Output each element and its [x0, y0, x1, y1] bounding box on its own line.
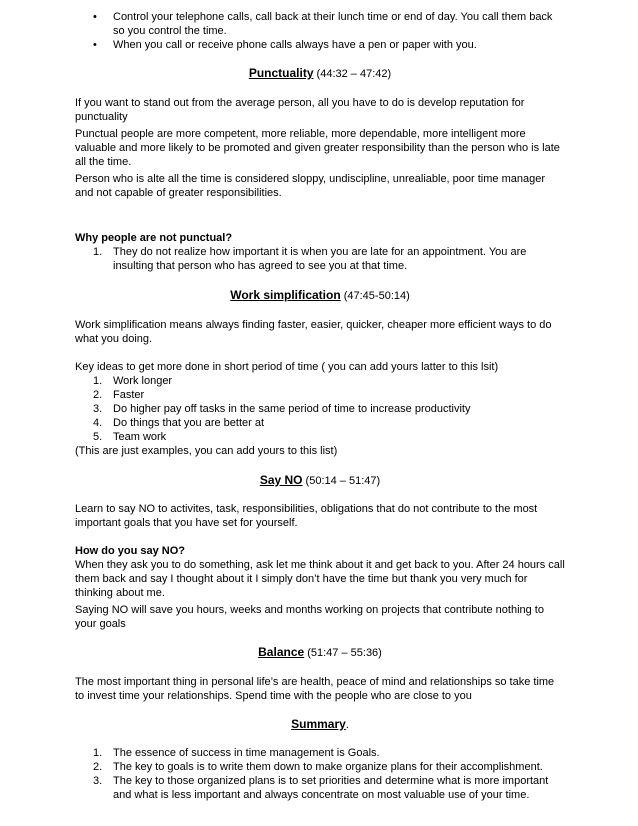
list-item: • Control your telephone calls, call back at their lunch time or end of day. You call them back so you control the time.: [113, 10, 565, 38]
paragraph: Punctual people are more competent, more reliable, more dependable, more intelligent more valuable and more likely to be promoted and given greater responsibility than the person who is late all the time.: [75, 128, 560, 168]
list-text: Do higher pay off tasks in the same period of time to increase productivity: [113, 403, 471, 415]
heading-time: (51:47 – 55:36): [304, 647, 382, 659]
section-heading-say-no: [75, 473, 565, 488]
heading-title: Say NO: [259, 473, 303, 487]
section-heading-punctuality: [75, 66, 565, 81]
paragraph: If you want to stand out from the average person, all you have to do is develop reputation for punctuality: [75, 97, 525, 123]
heading-time: (50:14 – 51:47): [302, 475, 381, 487]
heading-time: (47:45-50:14): [340, 290, 410, 302]
top-bullet-list: [75, 10, 565, 52]
list-item: [93, 774, 565, 802]
list-number: 5.: [93, 431, 103, 443]
document-content: [75, 10, 565, 802]
list-item: [93, 760, 565, 774]
section-heading-work-simplification: [75, 288, 565, 303]
list-text: Do things that you are better at: [113, 417, 265, 429]
list-text: Team work: [113, 431, 167, 443]
list-number: 4.: [93, 417, 103, 429]
paragraph: Work simplification means always finding faster, easier, quicker, cheaper more efficient ways to do what you doing.: [75, 319, 552, 345]
subheading: Why people are not punctual?: [75, 232, 233, 244]
list-text: Work longer: [113, 375, 173, 387]
list-number: 2.: [93, 389, 103, 401]
list-item: [93, 430, 565, 444]
list-text: The key to goals is to write them down to make organize plans for their accomplishment.: [113, 761, 543, 773]
list-number: 2.: [93, 761, 103, 773]
list-item: [93, 402, 565, 416]
numbered-list: [75, 374, 565, 444]
heading-title: Work simplification: [230, 288, 341, 302]
paragraph: When they ask you to do something, ask let me think about it and get back to you. After 24 hours call them back and say I thought about it I simply don’t have the time but thank you very much for thinking about me.: [75, 559, 565, 599]
list-number: 1.: [93, 747, 103, 759]
paragraph: Key ideas to get more done in short period of time ( you can add yours latter to this lsit): [75, 361, 499, 373]
section-heading-balance: [75, 645, 565, 660]
list-item: • When you call or receive phone calls always have a pen or paper with you.: [113, 38, 565, 52]
note-text: (This are just examples, you can add yours to this list): [75, 445, 338, 457]
list-number: 3.: [93, 775, 103, 787]
paragraph: Learn to say NO to activites, task, responsibilities, obligations that do not contribute to the most important goals that you have set for yourself.: [75, 503, 538, 529]
heading-title: Summary: [291, 717, 346, 731]
list-number: 3.: [93, 403, 103, 415]
list-text: The key to those organized plans is to set priorities and determine what is more important and what is less important and always concentrate on most valuable use of your time.: [113, 775, 549, 801]
list-item: [93, 416, 565, 430]
paragraph: Saying NO will save you hours, weeks and months working on projects that contribute nothing to your goals: [75, 604, 544, 630]
heading-title: Balance: [258, 645, 305, 659]
list-text: Faster: [113, 389, 145, 401]
subheading: How do you say NO?: [75, 545, 186, 557]
heading-title: Punctuality: [248, 66, 314, 80]
list-item: [93, 746, 565, 760]
numbered-list: [75, 245, 565, 273]
paragraph: Person who is alte all the time is considered sloppy, undiscipline, unrealiable, poor time manager and not capable of greater responsibilities.: [75, 173, 545, 199]
heading-suffix: .: [345, 719, 349, 731]
list-item: [93, 245, 565, 273]
numbered-list: [75, 746, 565, 802]
list-text: The essence of success in time management is Goals.: [113, 747, 380, 759]
list-item: [93, 374, 565, 388]
list-item: [93, 388, 565, 402]
heading-time: (44:32 – 47:42): [313, 68, 392, 80]
list-number: 1.: [93, 375, 103, 387]
list-text: They do not realize how important it is when you are late for an appointment. You are insulting that person who has agreed to see you at that time.: [113, 246, 527, 272]
paragraph: The most important thing in personal life’s are health, peace of mind and relationships so take time to invest time your relationships. Spend time with the people who are close to you: [75, 676, 555, 702]
section-heading-summary: [75, 717, 565, 732]
list-number: 1.: [93, 246, 103, 258]
